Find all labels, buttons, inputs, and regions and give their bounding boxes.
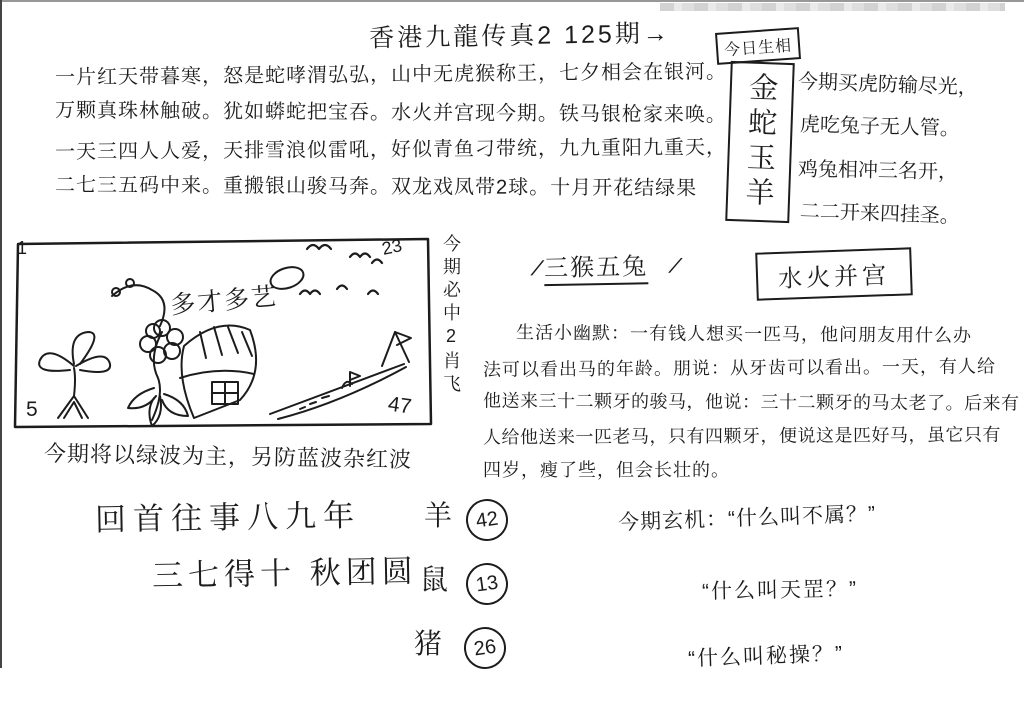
question-line-2: “什么叫天罡？”	[701, 577, 859, 604]
side-verse-line-4: 二二开来四挂圣。	[799, 200, 961, 228]
question-line-1: 今期玄机：“什么叫不属？”	[617, 502, 877, 535]
page-title-text: 香港九龍传真2 125期	[369, 19, 644, 53]
page-title	[310, 12, 731, 55]
drawing-box-sketch	[12, 236, 436, 432]
zodiac-header-label: 今日生相	[723, 37, 793, 59]
pick-row	[424, 494, 508, 541]
pick-animal: 猪	[414, 628, 443, 659]
drawing-label: 多才多艺	[169, 282, 280, 320]
scan-bottom-edge	[0, 0, 1024, 2]
pick-row	[414, 622, 506, 669]
pick-row	[420, 558, 508, 605]
zodiac-body-box	[725, 61, 795, 223]
zodiac-body-text: 金蛇玉羊	[741, 71, 778, 213]
leaf-sail-sketch	[180, 326, 256, 418]
title-arrow-mark: →	[642, 19, 672, 48]
verse-line-4: 二七三五码中来。重搬银山骏马奔。双龙戏凤带2球。十月开花结绿果	[54, 174, 698, 200]
scan-left-edge	[0, 0, 2, 668]
couplet-line-2: 三七得十 秋团圆	[151, 553, 418, 594]
vertical-caption: 今期必中2肖飞	[441, 234, 461, 397]
verse-line-1: 一片红天带暮寒，怒是蛇哮渭弘弘，山中无虎猴称王，七夕相会在银河。	[54, 61, 728, 89]
pick-animal: 鼠	[420, 564, 449, 595]
humor-line-2: 法可以看出马的年龄。朋说：从牙齿可以看出。一天，有人给	[482, 356, 997, 380]
scan-top-smudge	[660, 3, 1005, 11]
section-monkey-rabbit	[536, 246, 679, 283]
zodiac-header-box	[715, 27, 801, 65]
birds-sketch	[300, 245, 382, 294]
box-number-bottom-right: 47	[386, 392, 413, 419]
box-border	[15, 239, 431, 427]
pick-number-badge: 42	[464, 496, 511, 543]
pick-number-badge: 26	[462, 624, 509, 671]
section-water-fire-box	[755, 247, 913, 300]
side-verse-line-2: 虎吃兔子无人管。	[799, 113, 961, 141]
slash-mark-left: ∕	[534, 255, 542, 283]
pick-animal: 羊	[424, 500, 453, 531]
box-number-bottom-left: 5	[26, 398, 38, 421]
wave-forecast-line: 今期将以绿波为主，另防蓝波杂红波	[43, 440, 413, 473]
couplet-line-1: 回首往事八九年	[94, 497, 362, 538]
box-corner-mark: 1	[17, 238, 28, 258]
side-verse-line-3: 鸡兔相冲三名开，	[797, 158, 959, 184]
question-line-3: “什么叫秘操？”	[687, 642, 845, 671]
field-symbol	[212, 382, 238, 404]
humor-line-4: 人给他送来一匹老马，只有四颗牙，便说这是匹好马，虽它只有	[482, 424, 1002, 448]
verse-line-3: 一天三四人人爱，天排雪浪似雷吼，好似青鱼刁带统，九九重阳九重天，	[54, 136, 728, 164]
side-verse-line-1: 今期买虎防输尽光，	[797, 70, 979, 100]
box-number-top-right: 23	[380, 235, 404, 259]
verse-line-2: 万颗真珠林触破。犹如蟒蛇把宝吞。水火并宫现今期。铁马银枪家来唤。	[54, 99, 728, 127]
section-monkey-rabbit-label: 三猴五兔	[544, 253, 649, 286]
humor-line-5: 四岁，瘦了些，但会长壮的。	[483, 460, 730, 480]
slash-mark-right: ∕	[672, 252, 681, 280]
plant-sketch	[39, 332, 110, 418]
pick-number-badge: 13	[464, 560, 511, 607]
humor-line-3: 他送来三十二颗牙的骏马，他说：三十二颗牙的马太老了。后来有	[482, 390, 1020, 414]
section-water-fire-label: 水火并宫	[777, 261, 891, 293]
humor-line-1: 生活小幽默：一有钱人想买一匹马，他问朋友用什么办	[515, 322, 973, 346]
